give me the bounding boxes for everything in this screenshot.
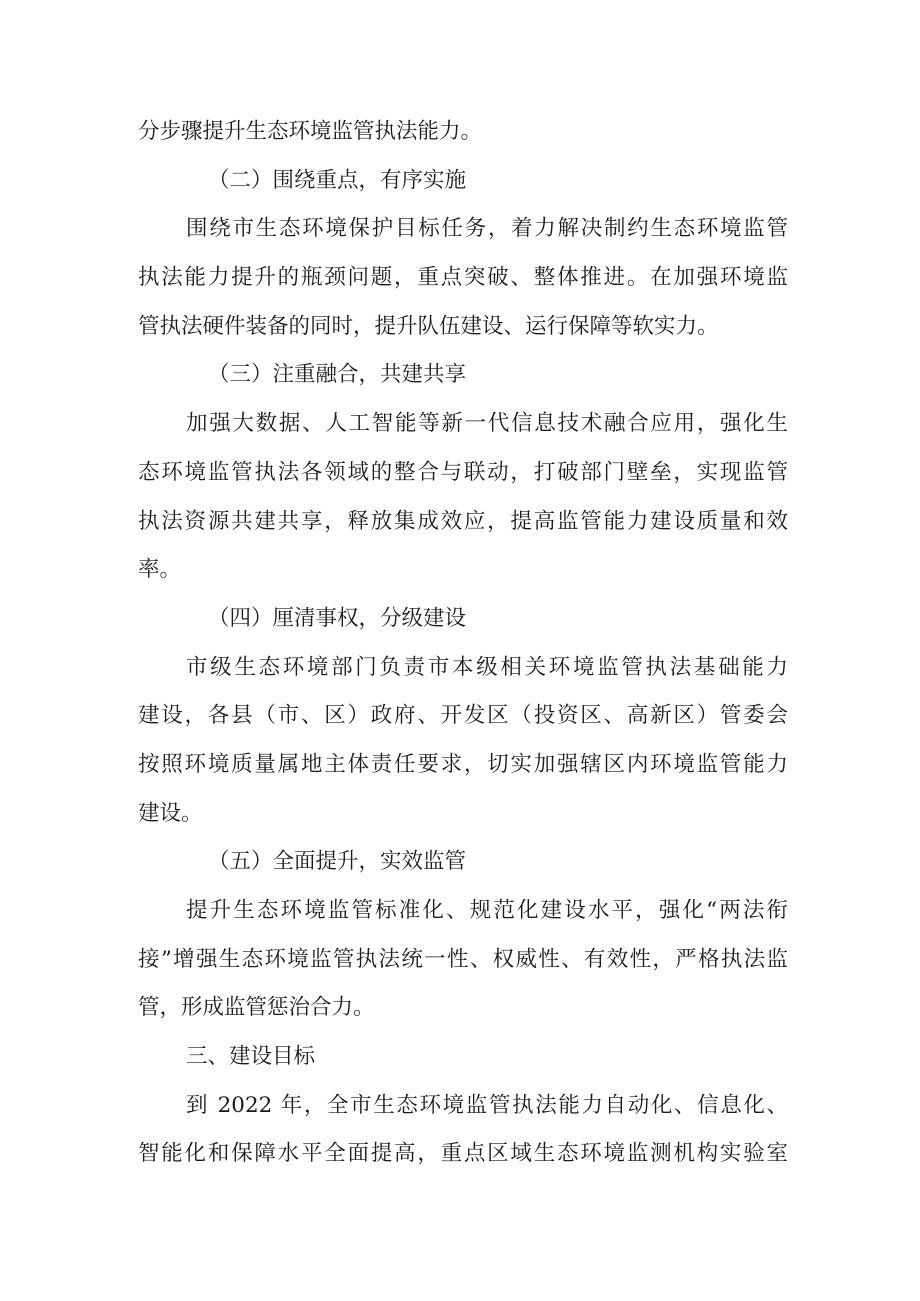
section-heading-3: （三）注重融合，共建共享 — [208, 362, 467, 388]
paragraph-line: 市级生态环境部门负责市本级相关环境监管执法基础能力 — [186, 654, 788, 680]
paragraph-line: 按照环境质量属地主体责任要求，切实加强辖区内环境监管能力 — [138, 751, 788, 777]
paragraph-line: 执法能力提升的瓶颈问题，重点突破、整体推进。在加强环境监 — [138, 265, 788, 291]
paragraph-line: 围绕市生态环境保护目标任务，着力解决制约生态环境监管 — [186, 216, 788, 242]
paragraph-line: 态环境监管执法各领域的整合与联动，打破部门壁垒，实现监管 — [138, 459, 788, 485]
paragraph-line: 提升生态环境监管标准化、规范化建设水平，强化“两法衔 — [186, 898, 788, 923]
section-heading-5: （五）全面提升，实效监管 — [208, 849, 467, 875]
chapter-heading: 三、建设目标 — [186, 1044, 316, 1070]
paragraph-line: 执法资源共建共享，释放集成效应，提高监管能力建设质量和效 — [138, 508, 788, 534]
paragraph-line: 管，形成监管惩治合力。 — [138, 995, 375, 1021]
section-heading-4: （四）厘清事权，分级建设 — [208, 605, 467, 631]
paragraph-line: 到 2022 年，全市生态环境监管执法能力自动化、信息化、 — [186, 1092, 788, 1118]
section-heading-2: （二）围绕重点，有序实施 — [208, 167, 467, 193]
paragraph-line: 分步骤提升生态环境监管执法能力。 — [138, 119, 483, 144]
paragraph-line: 建设，各县（市、区）政府、开发区（投资区、高新区）管委会 — [138, 703, 788, 729]
paragraph-line: 智能化和保障水平全面提高，重点区域生态环境监测机构实验室 — [138, 1141, 788, 1167]
document-body — [138, 108, 788, 1179]
paragraph-line: 管执法硬件装备的同时，提升队伍建设、运行保障等软实力。 — [138, 313, 719, 339]
paragraph-line: 建设。 — [138, 800, 203, 826]
paragraph-line: 加强大数据、人工智能等新一代信息技术融合应用，强化生 — [186, 411, 788, 437]
paragraph-line: 接”增强生态环境监管执法统一性、权威性、有效性，严格执法监 — [138, 946, 788, 972]
paragraph-line: 率。 — [138, 557, 182, 583]
